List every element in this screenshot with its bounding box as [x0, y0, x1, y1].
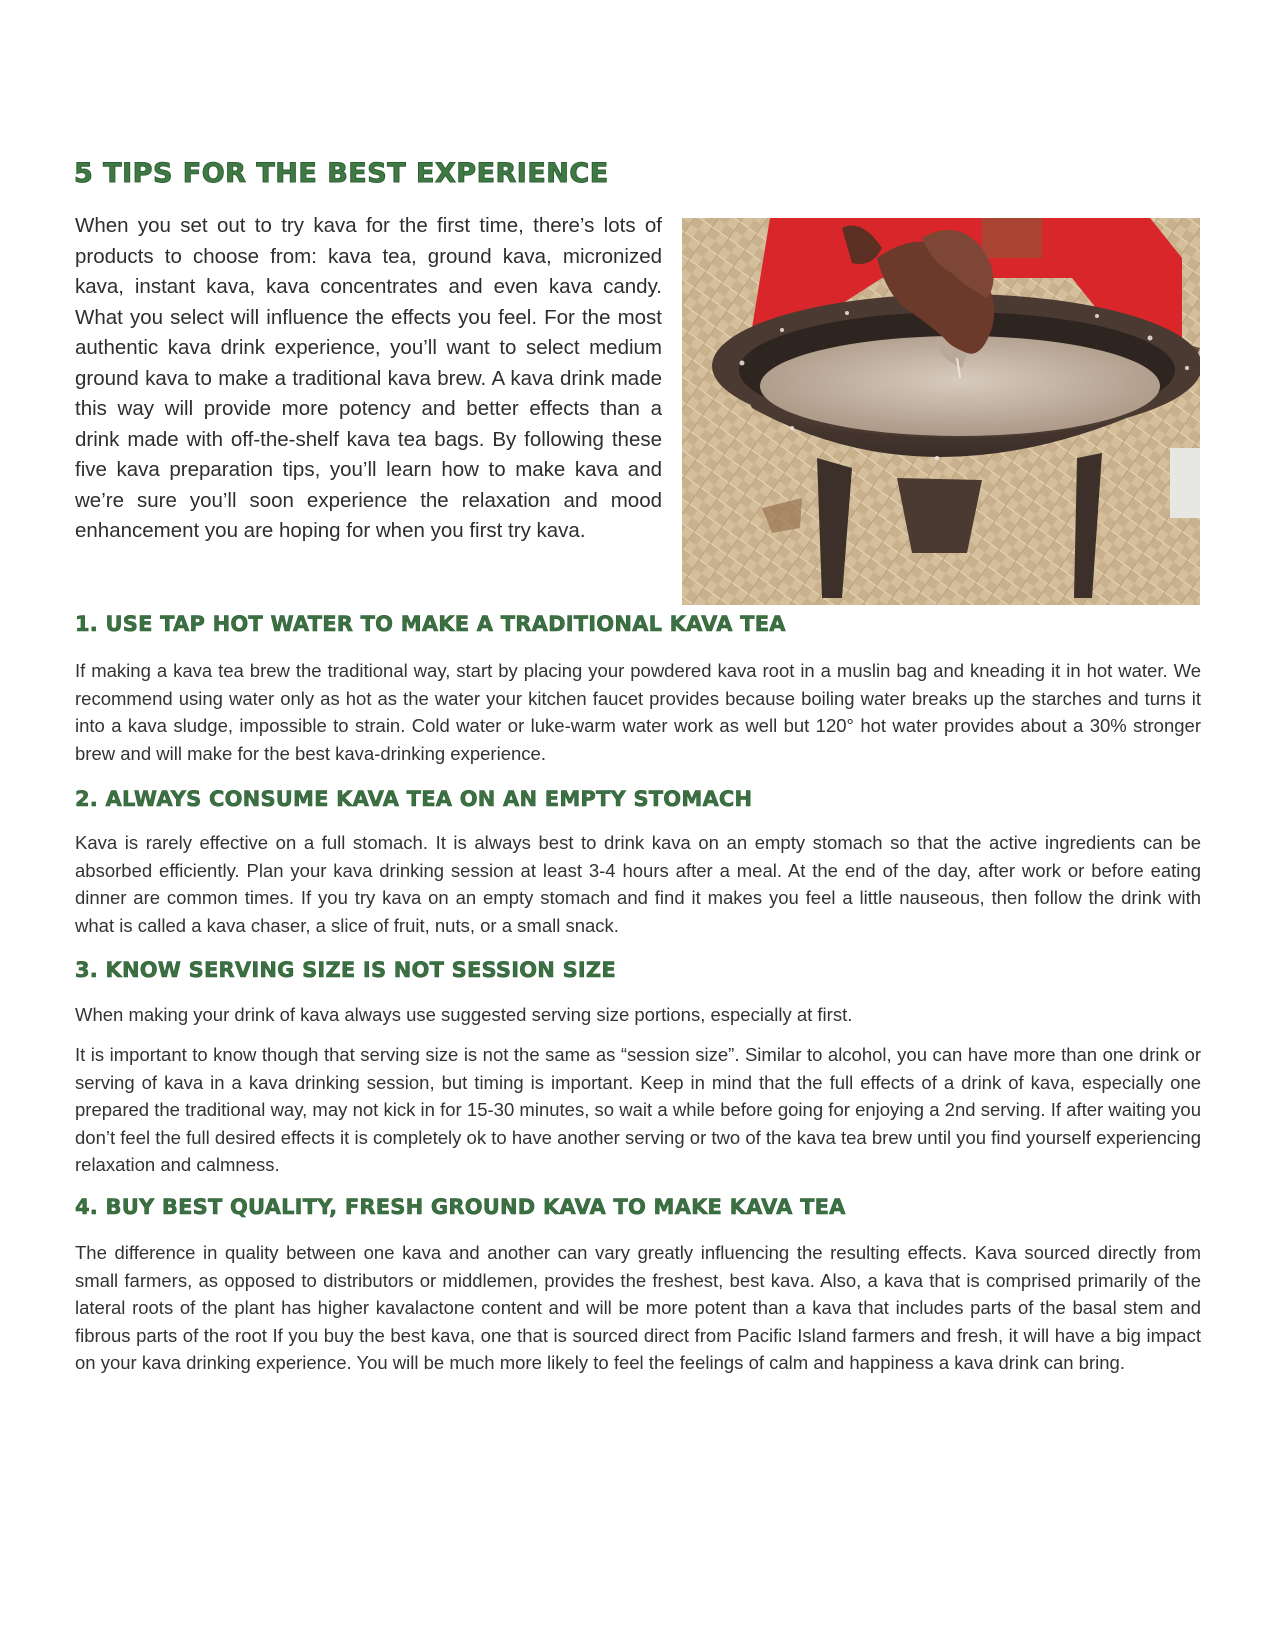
kava-bowl-photo [682, 218, 1200, 605]
intro-paragraph: When you set out to try kava for the first time, there’s lots of products to choose from: kava tea, ground kava, micronized kava, instant kava, kava concentrates and even kava candy. What you select will influence the effects you feel. For the most authentic kava drink experience, you’ll want to select medium ground kava to make a traditional kava brew. A kava drink made this way will provide more potency and better effects than a drink made with off-the-shelf kava tea bags. By following these five kava preparation tips, you’ll learn how to make kava and we’re sure you’ll soon experience the relaxation and mood enhancement you are hoping for when you first try kava. [75, 214, 662, 542]
tip-3-paragraph-1: When making your drink of kava always use suggested serving size portions, especially at first. [75, 1004, 853, 1025]
page-title: 5 TIPS FOR THE BEST EXPERIENCE [74, 158, 609, 189]
tip-1-heading: 1. USE TAP HOT WATER TO MAKE A TRADITIONAL KAVA TEA [75, 612, 786, 636]
tip-3-heading: 3. KNOW SERVING SIZE IS NOT SESSION SIZE [75, 958, 616, 982]
tip-1-paragraph: If making a kava tea brew the traditional way, start by placing your powdered kava root in a muslin bag and kneading it in hot water. We recommend using water only as hot as the water your kitchen faucet provides because boiling water breaks up the starches and turns it into a kava sludge, impossible to strain. Cold water or luke-warm water work as well but 120° hot water provides about a 30% stronger brew and will make for the best kava-drinking experience. [75, 660, 1201, 764]
tip-4-paragraph: The difference in quality between one kava and another can vary greatly influencing the resulting effects. Kava sourced directly from small farmers, as opposed to distributors or middlemen, provides the freshest, best kava. Also, a kava that is comprised primarily of the lateral roots of the plant has higher kavalactone content and will be more potent than a kava that includes parts of the basal stem and fibrous parts of the root If you buy the best kava, one that is sourced direct from Pacific Island farmers and fresh, it will have a big impact on your kava drinking experience. You will be much more likely to feel the feelings of calm and happiness a kava drink can bring. [75, 1242, 1201, 1373]
tip-4-heading: 4. BUY BEST QUALITY, FRESH GROUND KAVA TO MAKE KAVA TEA [75, 1195, 846, 1219]
tip-2-paragraph: Kava is rarely effective on a full stomach. It is always best to drink kava on an empty stomach so that the active ingredients can be absorbed efficiently. Plan your kava drinking session at least 3-4 hours after a meal. At the end of the day, after work or before eating dinner are common times. If you try kava on an empty stomach and find it makes you feel a little nauseous, then follow the drink with what is called a kava chaser, a slice of fruit, nuts, or a small snack. [75, 832, 1201, 936]
tip-2-heading: 2. ALWAYS CONSUME KAVA TEA ON AN EMPTY STOMACH [75, 787, 753, 811]
tip-3-paragraph-2: It is important to know though that serving size is not the same as “session size”. Similar to alcohol, you can have more than one drink or serving of kava in a kava drinking session, but timing is important. Keep in mind that the full effects of a drink of kava, especially one prepared the traditional way, may not kick in for 15-30 minutes, so wait a while before going for enjoying a 2nd serving. If after waiting you don’t feel the full desired effects it is completely ok to have another serving or two of the kava tea brew until you find yourself experiencing relaxation and calmness. [75, 1044, 1201, 1175]
